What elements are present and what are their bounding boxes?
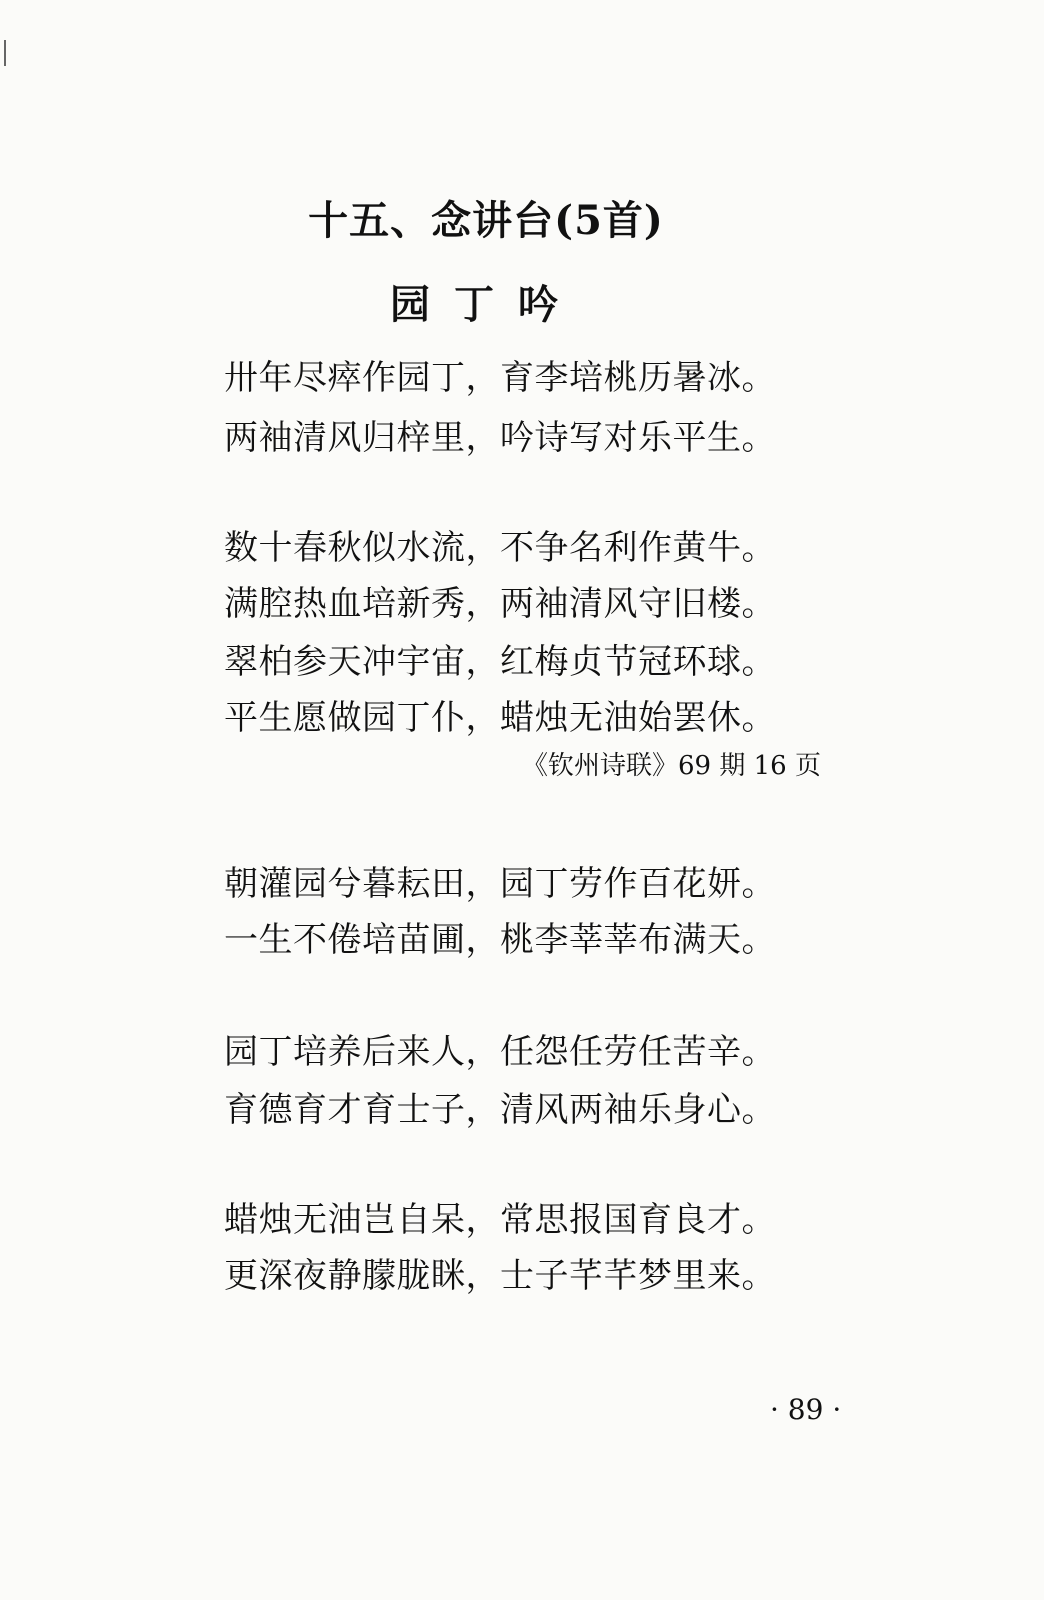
poem-line: 育德育才育士子，清风两袖乐身心。: [224, 1090, 776, 1130]
page-edge-mark: [4, 40, 6, 66]
poem-line: 数十春秋似水流，不争名利作黄牛。: [224, 528, 776, 568]
poem-line: 蜡烛无油岂自呆，常思报国育良才。: [224, 1200, 776, 1240]
poem-line: 一生不倦培苗圃，桃李莘莘布满天。: [224, 920, 776, 960]
page-number: · 89 ·: [770, 1393, 842, 1426]
poem-line: 翠柏参天冲宇宙，红梅贞节冠环球。: [224, 642, 776, 682]
poem-title: 园丁吟: [390, 281, 582, 328]
poem-line: 朝灌园兮暮耘田，园丁劳作百花妍。: [224, 864, 776, 904]
poem-line: 满腔热血培新秀，两袖清风守旧楼。: [224, 584, 776, 624]
poem-line: 两袖清风归梓里，吟诗写对乐平生。: [224, 418, 776, 458]
poem-line: 平生愿做园丁仆，蜡烛无油始罢休。: [224, 698, 776, 738]
section-title: 十五、念讲台(5首): [308, 197, 664, 244]
poem-line: 更深夜静朦胧眯，士子芊芊梦里来。: [224, 1256, 776, 1296]
poem-line: 卅年尽瘁作园丁，育李培桃历暑冰。: [224, 358, 776, 398]
poem-line: 园丁培养后来人，任怨任劳任苦辛。: [224, 1032, 776, 1072]
source-citation: 《钦州诗联》69 期 16 页: [522, 751, 821, 781]
